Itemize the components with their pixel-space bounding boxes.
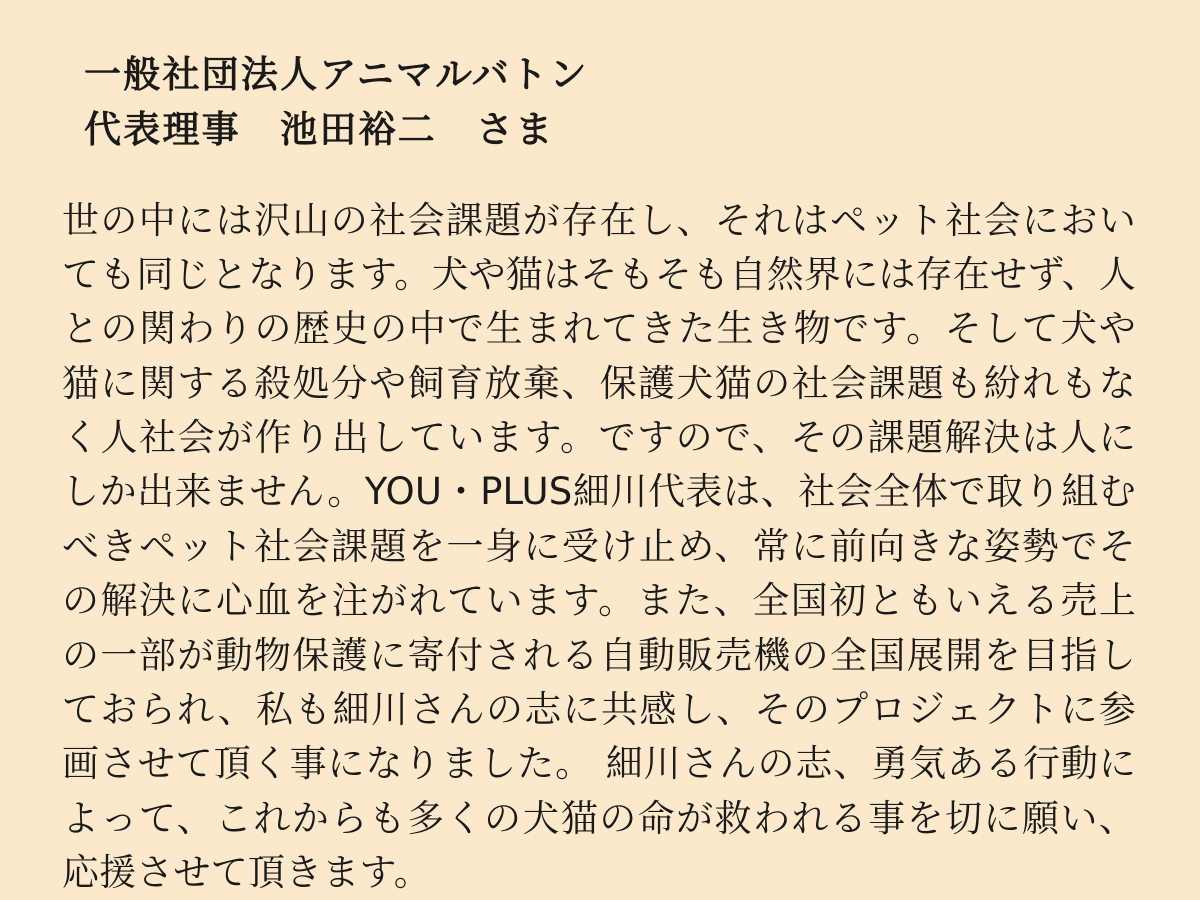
recipient-organization: 一般社団法人アニマルバトン [84, 53, 589, 96]
document-header [62, 48, 1138, 158]
message-body: 世の中には沢山の社会課題が存在し、それはペット社会においても同じとなります。犬や猫はそもそも自然界には存在せず、人との関わりの歴史の中で生まれてきた生き物です。そして犬や猫に関する殺処分や飼育放棄、保護犬猫の社会課題も紛れもなく人社会が作り出しています。ですので、その課題解決は人にしか出来ません。YOU・PLUS細川代表は、社会全体で取り組むべきペット社会課題を一身に受け止め、常に前向きな姿勢でその解決に心血を注がれています。また、全国初ともいえる売上の一部が動物保護に寄付される自動販売機の全国展開を目指しておられ、私も細川さんの志に共感し、そのプロジェクトに参画させて頂く事になりました。 細川さんの志、勇気ある行動によって、これからも多くの犬猫の命が救われる事を切に願い、応援させて頂きます。 [62, 198, 1136, 894]
recipient-title-and-name: 代表理事 池田裕二 さま [84, 107, 555, 151]
